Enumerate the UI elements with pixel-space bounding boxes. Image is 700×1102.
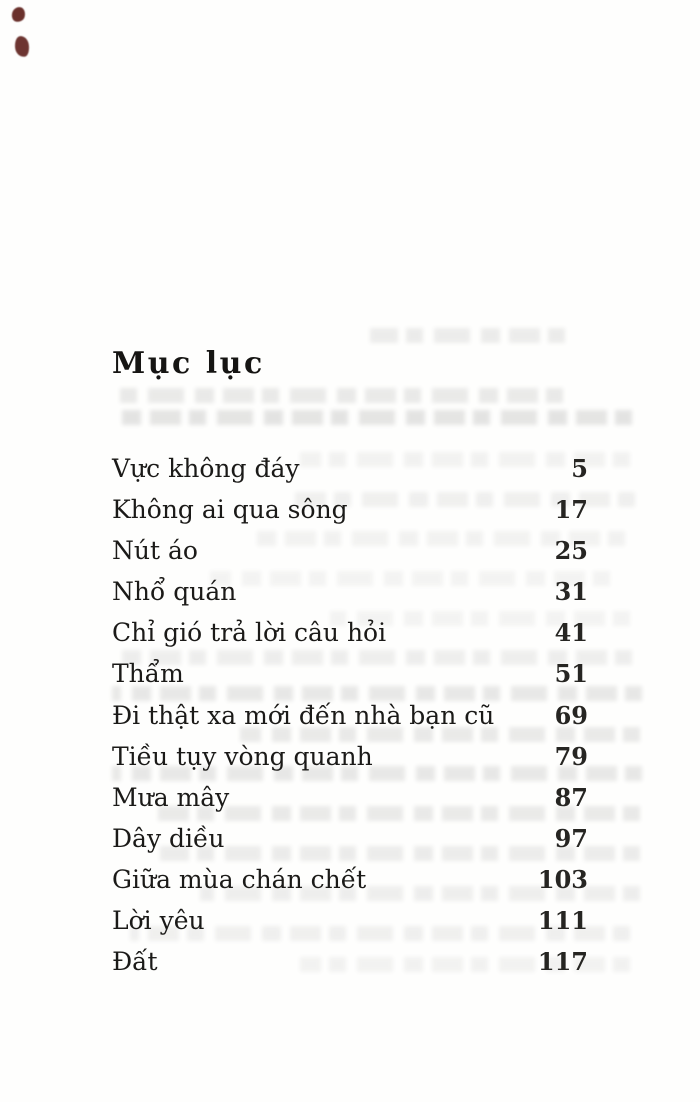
toc-entry-page: 87 (554, 782, 588, 812)
ink-stain (11, 6, 27, 23)
toc-row (112, 900, 588, 941)
toc-entry-title: Thẩm (112, 659, 184, 689)
toc-entry-title: Lời yêu (112, 906, 205, 936)
toc-entry-page: 51 (554, 659, 588, 689)
bleedthrough-artifact (112, 410, 632, 425)
table-of-contents (112, 448, 588, 982)
toc-entry-title: Nút áo (112, 536, 198, 566)
toc-entry-title: Không ai qua sông (112, 495, 348, 525)
toc-row (112, 777, 588, 818)
toc-entry-title: Tiều tụy vòng quanh (112, 741, 373, 771)
toc-entry-page: 97 (554, 823, 588, 853)
toc-row (112, 859, 588, 900)
toc-entry-page: 25 (554, 536, 588, 566)
toc-row (112, 653, 588, 694)
toc-entry-page: 117 (537, 947, 588, 977)
toc-entry-title: Dây diều (112, 823, 225, 853)
toc-row (112, 612, 588, 653)
bleedthrough-artifact (118, 388, 563, 403)
toc-entry-page: 41 (554, 618, 588, 648)
toc-entry-title: Giữa mùa chán chết (112, 864, 367, 894)
toc-entry-title: Mưa mây (112, 782, 230, 812)
toc-entry-title: Chỉ gió trả lời câu hỏi (112, 618, 387, 648)
toc-entry-title: Đất (112, 947, 158, 977)
bleedthrough-artifact (370, 328, 565, 343)
page-title: Mục lục (112, 346, 265, 381)
toc-row (112, 736, 588, 777)
toc-entry-page: 79 (554, 741, 588, 771)
toc-row (112, 818, 588, 859)
toc-entry-title: Đi thật xa mới đến nhà bạn cũ (112, 700, 495, 730)
toc-row (112, 530, 588, 571)
toc-entry-page: 31 (554, 577, 588, 607)
toc-row (112, 941, 588, 982)
toc-row (112, 448, 588, 489)
toc-entry-page: 5 (571, 454, 588, 483)
toc-row (112, 695, 588, 736)
toc-entry-title: Nhổ quán (112, 577, 237, 607)
toc-row (112, 571, 588, 612)
toc-entry-page: 69 (554, 700, 588, 730)
toc-row (112, 489, 588, 530)
toc-entry-page: 111 (537, 906, 588, 936)
ink-stain (14, 35, 31, 58)
toc-entry-page: 17 (554, 495, 588, 525)
toc-entry-title: Vực không đáy (112, 454, 300, 483)
toc-entry-page: 103 (537, 864, 588, 894)
